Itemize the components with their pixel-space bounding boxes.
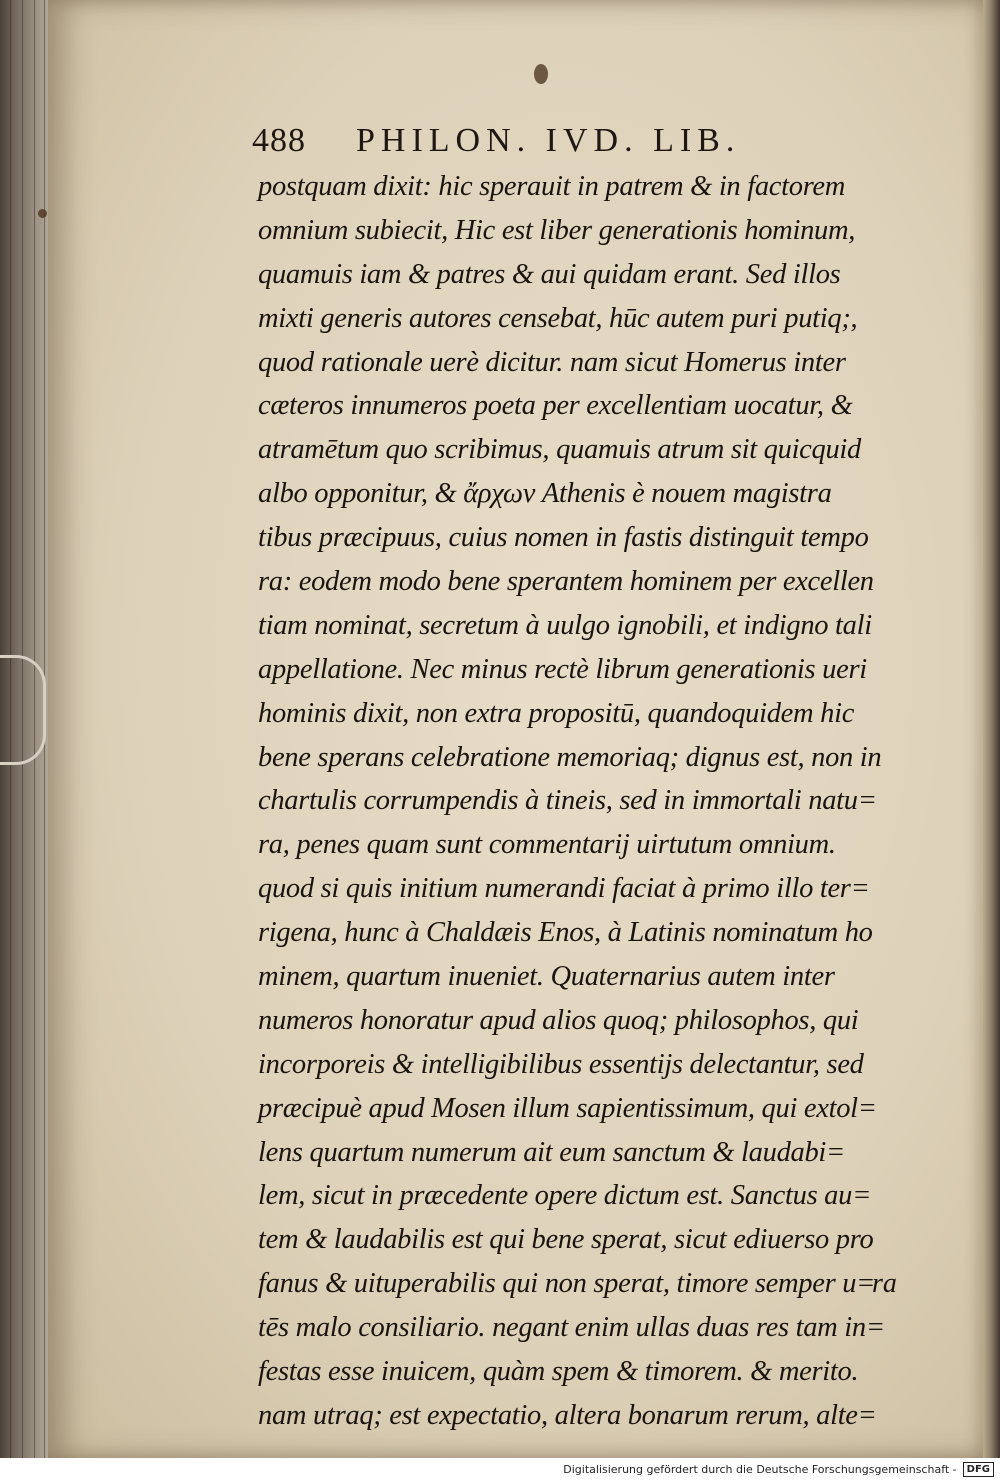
text-line: appellatione. Nec minus rectè librum generationis ueri: [258, 653, 867, 685]
running-title: PHILON. IVD. LIB.: [356, 122, 741, 159]
text-line: tiam nominat, secretum à uulgo ignobili, et indigno tali: [258, 609, 872, 641]
right-page-edge: [983, 0, 1000, 1458]
text-line: hominis dixit, non extra propositū, quandoquidem hic: [258, 697, 855, 729]
text-line: præcipuè apud Mosen illum sapientissimum, qui extol=: [258, 1092, 877, 1124]
text-line: quod si quis initium numerandi faciat à primo illo ter=: [258, 873, 870, 905]
text-line: rigena, hunc à Chaldæis Enos, à Latinis nominatum ho: [258, 917, 873, 949]
dfg-logo-icon: DFG: [963, 1462, 994, 1477]
ink-stain: [534, 64, 548, 84]
text-line: cæteros innumeros poeta per excellentiam uocatur, &: [258, 390, 853, 422]
body-text: [258, 165, 908, 1438]
text-line: bene sperans celebratione memoriaq; dignus est, non in: [258, 741, 882, 773]
binding-clasp: [0, 655, 46, 765]
text-line: quamuis iam & patres & aui quidam erant. Sed illos: [258, 258, 841, 290]
text-line: ra, penes quam sunt commentarij uirtutum omnium.: [258, 829, 836, 861]
footer-credit: Digitalisierung gefördert durch die Deutsche Forschungsgemeinschaft -: [563, 1463, 957, 1476]
text-line: fanus & uituperabilis qui non sperat, timore semper u=: [258, 1268, 876, 1300]
ink-stain: [38, 209, 47, 218]
catchword: ra: [872, 1268, 897, 1299]
text-line: omnium subiecit, Hic est liber generationis hominum,: [258, 214, 856, 246]
text-line: numeros honoratur apud alios quoq; philosophos, qui: [258, 1004, 859, 1036]
text-line: tem & laudabilis est qui bene sperat, sicut ediuerso pro: [258, 1224, 874, 1256]
text-line: albo opponitur, & ἄρχων Athenis è nouem magistra: [258, 478, 832, 510]
text-line: quod rationale uerè dicitur. nam sicut Homerus inter: [258, 346, 846, 378]
text-line: minem, quartum inueniet. Quaternarius autem inter: [258, 961, 835, 993]
text-line: tibus præcipuus, cuius nomen in fastis distinguit tempo: [258, 522, 869, 554]
text-line: chartulis corrumpendis à tineis, sed in immortali natu=: [258, 785, 877, 817]
left-page-edges: [0, 0, 52, 1458]
text-line: festas esse inuicem, quàm spem & timorem. & merito.: [258, 1356, 859, 1388]
text-line: lem, sicut in præcedente opere dictum est. Sanctus au=: [258, 1180, 872, 1212]
text-line: ra: eodem modo bene sperantem hominem per excellen: [258, 566, 874, 598]
page-number: 488: [252, 122, 306, 159]
text-line: incorporeis & intelligibilibus essentijs delectantur, sed: [258, 1048, 864, 1080]
text-line: nam utraq; est expectatio, altera bonarum rerum, alte=: [258, 1399, 877, 1431]
text-line: postquam dixit: hic sperauit in patrem & in factorem: [258, 171, 846, 202]
text-line: atramētum quo scribimus, quamuis atrum sit quicquid: [258, 434, 862, 466]
text-line: tēs malo consiliario. negant enim ullas duas res tam in=: [258, 1312, 885, 1344]
text-line: lens quartum numerum ait eum sanctum & laudabi=: [258, 1136, 845, 1168]
digitization-footer: [0, 1458, 1000, 1481]
text-line: mixti generis autores censebat, hūc autem puri putiq;,: [258, 302, 858, 334]
